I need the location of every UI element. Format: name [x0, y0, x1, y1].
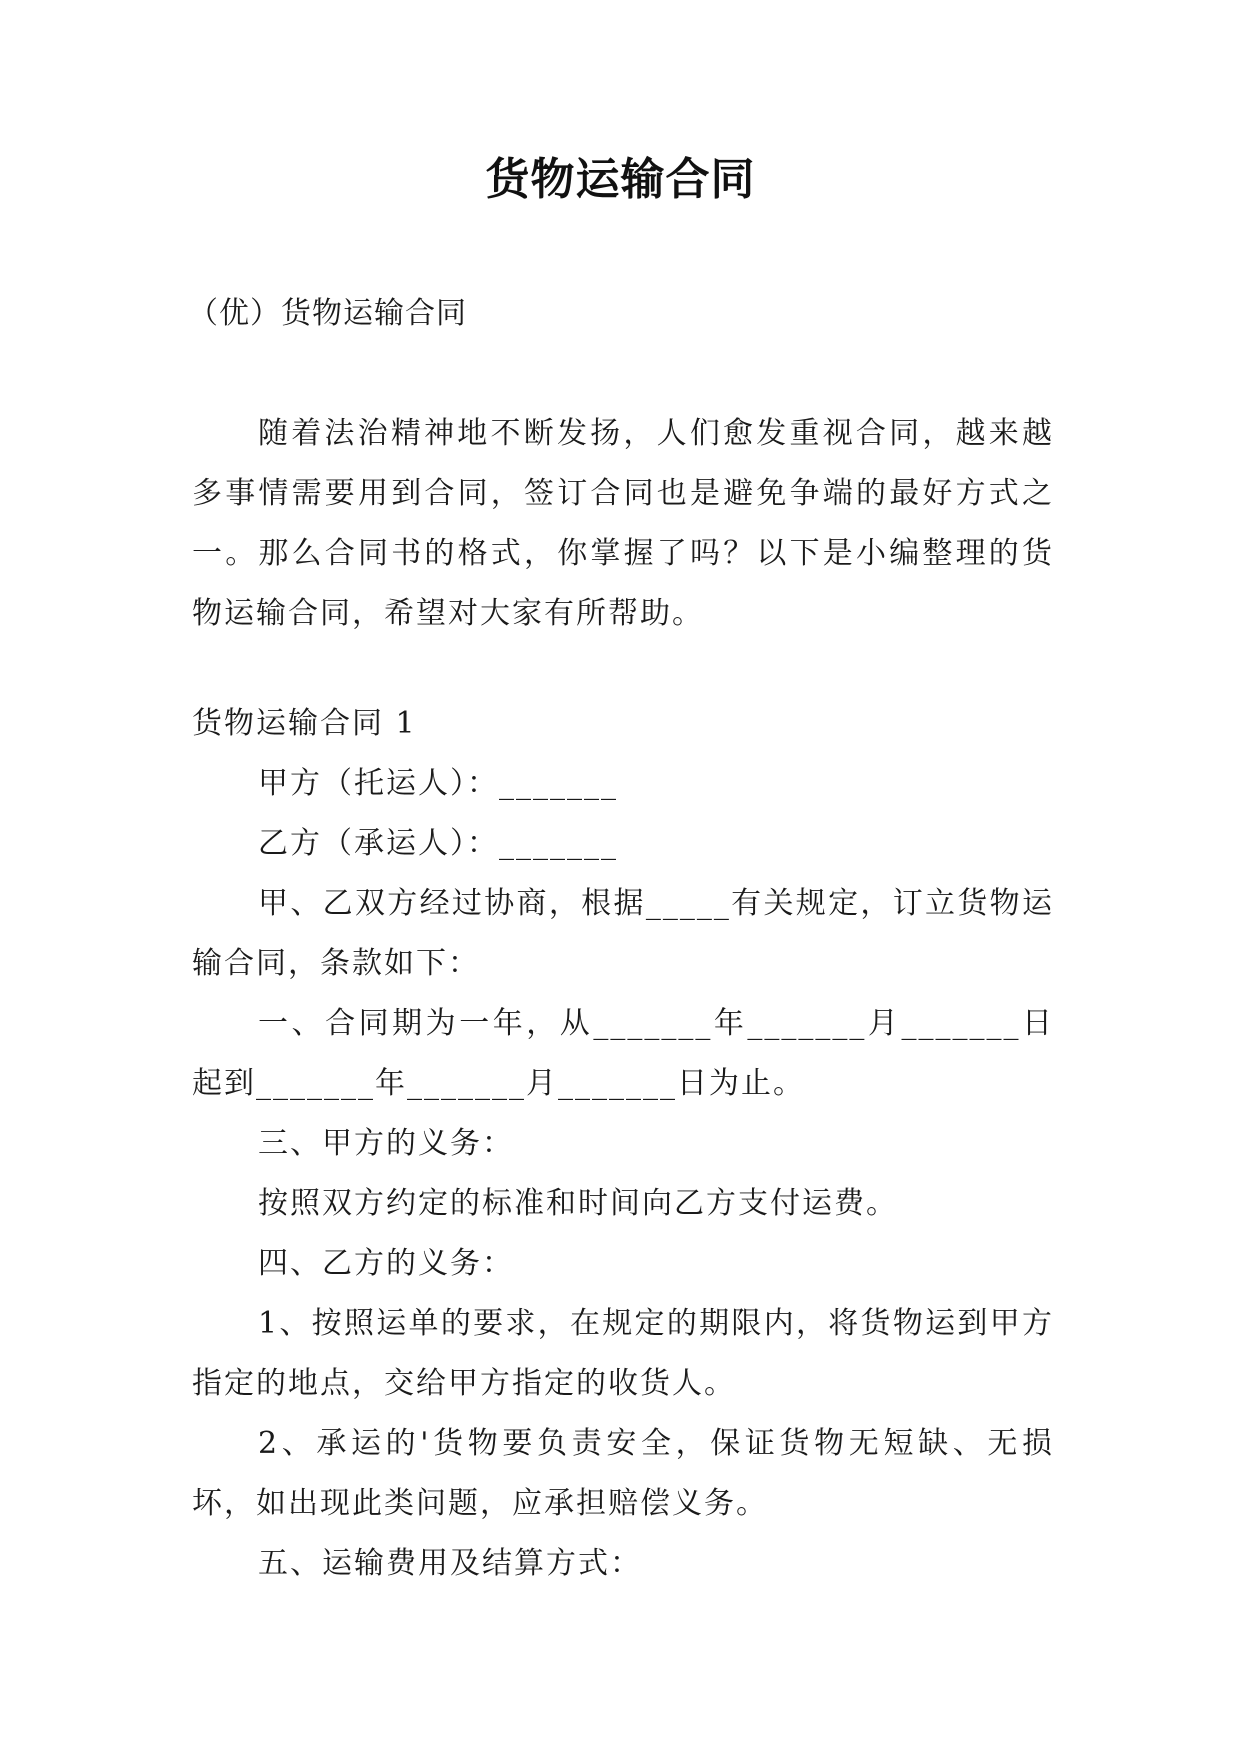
- party-a-obligations-heading: 三、甲方的义务：: [258, 1126, 514, 1161]
- party-b-obligation-item-2: 2、承运的'货物要负责安全，保证货物无短缺、无损坏，如出现此类问题，应承担赔偿义务。: [192, 1426, 1054, 1521]
- party-b-obligation-item-1: 1、按照运单的要求，在规定的期限内，将货物运到甲方指定的地点，交给甲方指定的收货人。: [192, 1306, 1054, 1401]
- contract-heading: 货物运输合同 1: [192, 706, 417, 741]
- agreement-paragraph: 甲、乙双方经过协商，根据_____有关规定，订立货物运输合同，条款如下：: [192, 886, 1054, 981]
- intro-section: [192, 404, 1054, 644]
- term-clause: 一、合同期为一年，从_______年_______月_______日起到_______年_______月_______日为止。: [192, 1006, 1054, 1101]
- party-b-line: 乙方（承运人）：_______: [258, 826, 618, 861]
- party-a-obligation-item: 按照双方约定的标准和时间向乙方支付运费。: [258, 1186, 898, 1221]
- party-b-obligations-heading: 四、乙方的义务：: [258, 1246, 514, 1281]
- document-subtitle: （优）货物运输合同: [188, 296, 467, 331]
- contract-section: [192, 694, 1054, 1594]
- fees-settlement-heading: 五、运输费用及结算方式：: [258, 1546, 642, 1581]
- party-a-line: 甲方（托运人）：_______: [258, 766, 618, 801]
- document-title: 货物运输合同: [485, 154, 756, 205]
- intro-paragraph: 随着法治精神地不断发扬，人们愈发重视合同，越来越多事情需要用到合同，签订合同也是避免争端的最好方式之一。那么合同书的格式，你掌握了吗？以下是小编整理的货物运输合同，希望对大家有所帮助。: [192, 416, 1054, 631]
